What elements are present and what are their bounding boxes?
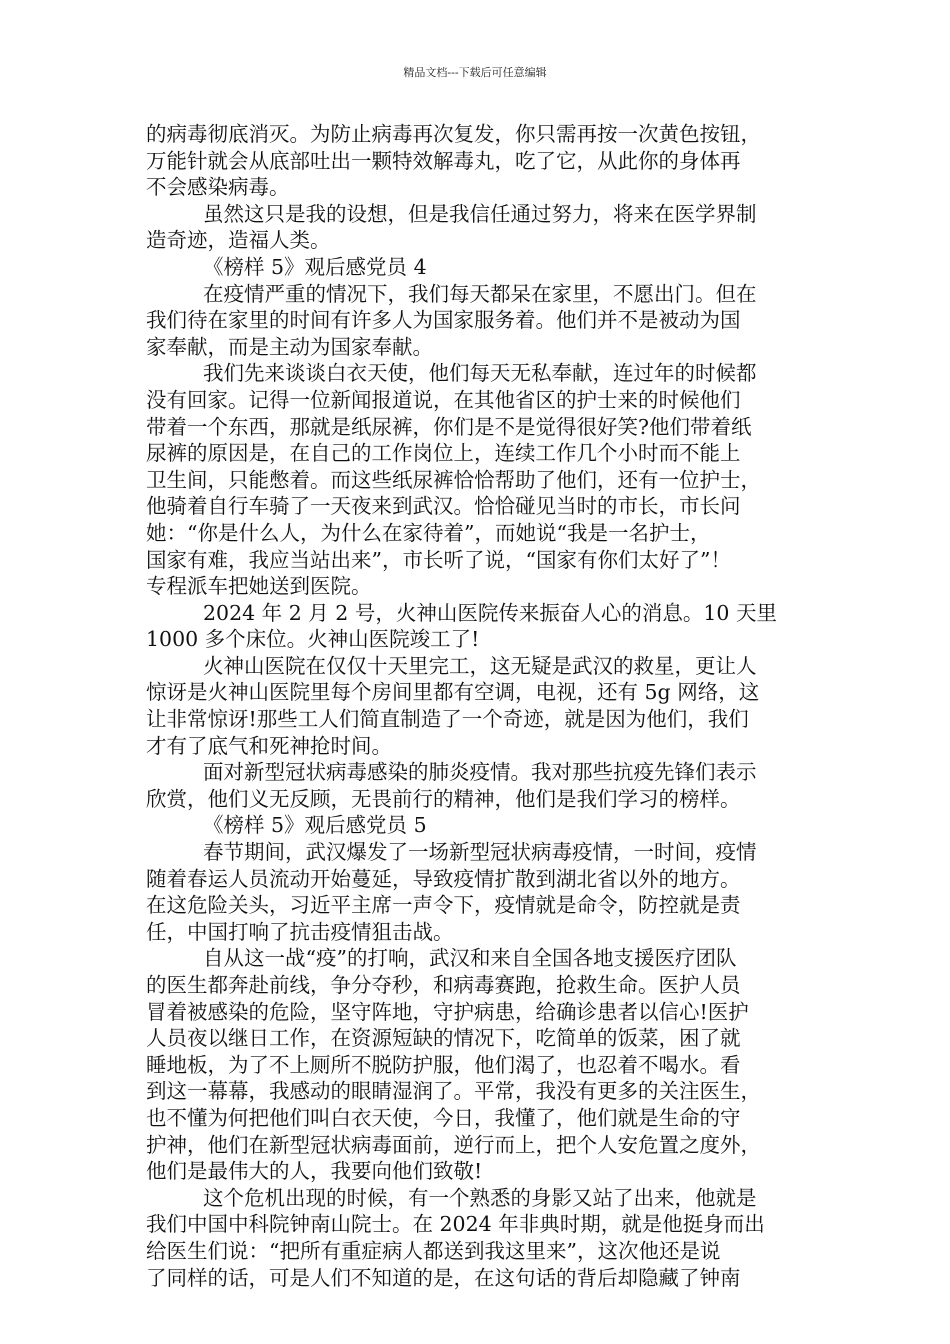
text-line: 春节期间，武汉爆发了一场新型冠状病毒疫情，一时间，疫情 [203, 840, 757, 865]
text-line: 2024 年 2 月 2 号，火神山医院传来振奋人心的消息。10 天里 [203, 600, 777, 625]
text-line: 任，中国打响了抗击疫情狙击战。 [146, 919, 454, 944]
text-line: 人员夜以继日工作，在资源短缺的情况下，吃简单的饭菜，困了就 [146, 1026, 741, 1051]
text-line: 他们是最伟大的人，我要向他们致敬! [146, 1159, 483, 1184]
text-line: 尿裤的原因是，在自己的工作岗位上，连续工作几个小时而不能上 [146, 441, 741, 466]
text-line: 她：“你是什么人，为什么在家待着”，而她说“我是一名护士， [146, 520, 711, 545]
text-line: 不会感染病毒。 [146, 175, 290, 200]
text-line: 我们待在家里的时间有许多人为国家服务着。他们并不是被动为国 [146, 308, 741, 333]
text-line: 家奉献，而是主动为国家奉献。 [146, 334, 433, 359]
text-line: 随着春运人员流动开始蔓延，导致疫情扩散到湖北省以外的地方。 [146, 866, 741, 891]
text-line: 火神山医院在仅仅十天里完工，这无疑是武汉的救星，更让人 [203, 653, 757, 678]
text-line: 这个危机出现的时候，有一个熟悉的身影又站了出来，他就是 [203, 1185, 757, 1210]
text-line: 冒着被感染的危险，坚守阵地，守护病患，给确诊患者以信心!医护 [146, 999, 749, 1024]
text-line: 卫生间，只能憋着。而这些纸尿裤恰恰帮助了他们，还有一位护士， [146, 467, 761, 492]
text-line: 了同样的话，可是人们不知道的是，在这句话的背后却隐藏了钟南 [146, 1265, 741, 1290]
text-line: 也不懂为何把他们叫白衣天使，今日，我懂了，他们就是生命的守 [146, 1105, 741, 1130]
text-line: 在这危险关头，习近平主席一声令下，疫情就是命令，防控就是责 [146, 893, 741, 918]
page-header: 精品文档---下载后可任意编辑 [403, 66, 547, 79]
text-line: 万能针就会从底部吐出一颗特效解毒丸，吃了它，从此你的身体再 [146, 148, 741, 173]
text-line: 睡地板，为了不上厕所不脱防护服，他们渴了，也忍着不喝水。看 [146, 1052, 741, 1077]
text-line: 才有了底气和死神抢时间。 [146, 733, 392, 758]
text-line: 给医生们说：“把所有重症病人都送到我这里来”，这次他还是说 [146, 1238, 721, 1263]
text-line: 惊讶是火神山医院里每个房间里都有空调，电视，还有 5g 网络，这 [146, 680, 760, 705]
text-line: 在疫情严重的情况下，我们每天都呆在家里，不愿出门。但在 [203, 281, 757, 306]
text-line: 1000 多个床位。火神山医院竣工了! [146, 627, 480, 652]
text-line: 面对新型冠状病毒感染的肺炎疫情。我对那些抗疫先锋们表示 [203, 760, 757, 785]
text-line: 没有回家。记得一位新闻报道说，在其他省区的护士来的时候他们 [146, 387, 741, 412]
text-line: 专程派车把她送到医院。 [146, 574, 372, 599]
text-line: 我们先来谈谈白衣天使，他们每天无私奉献，连过年的时候都 [203, 361, 757, 386]
text-line: 《榜样 5》观后感党员 5 [203, 813, 427, 838]
text-line: 的医生都奔赴前线，争分夺秒，和病毒赛跑，抢救生命。医护人员 [146, 973, 741, 997]
text-line: 造奇迹，造福人类。 [146, 228, 331, 253]
text-line: 我们中国中科院钟南山院士。在 2024 年非典时期，就是他挺身而出 [146, 1212, 765, 1237]
text-line: 他骑着自行车骑了一天夜来到武汉。恰恰碰见当时的市长，市长问 [146, 494, 741, 519]
text-line: 护神，他们在新型冠状病毒面前，逆行而上，把个人安危置之度外， [146, 1132, 761, 1157]
text-line: 让非常惊讶!那些工人们简直制造了一个奇迹，就是因为他们，我们 [146, 707, 749, 732]
text-line: 虽然这只是我的设想，但是我信任通过努力，将来在医学界制 [203, 201, 757, 226]
text-line: 欣赏，他们义无反顾，无畏前行的精神，他们是我们学习的榜样。 [146, 786, 741, 811]
document-body [146, 121, 812, 1291]
text-line: 国家有难，我应当站出来”，市长听了说，“国家有你们太好了”！ [146, 547, 731, 572]
text-line: 到这一幕幕，我感动的眼睛湿润了。平常，我没有更多的关注医生， [146, 1079, 761, 1104]
text-line: 带着一个东西，那就是纸尿裤，你们是不是觉得很好笑?他们带着纸 [146, 414, 752, 439]
text-line: 的病毒彻底消灭。为防止病毒再次复发，你只需再按一次黄色按钮， [146, 122, 761, 146]
text-line: 《榜样 5》观后感党员 4 [203, 254, 427, 279]
text-line: 自从这一战“疫”的打响，武汉和来自全国各地支援医疗团队 [203, 946, 737, 971]
